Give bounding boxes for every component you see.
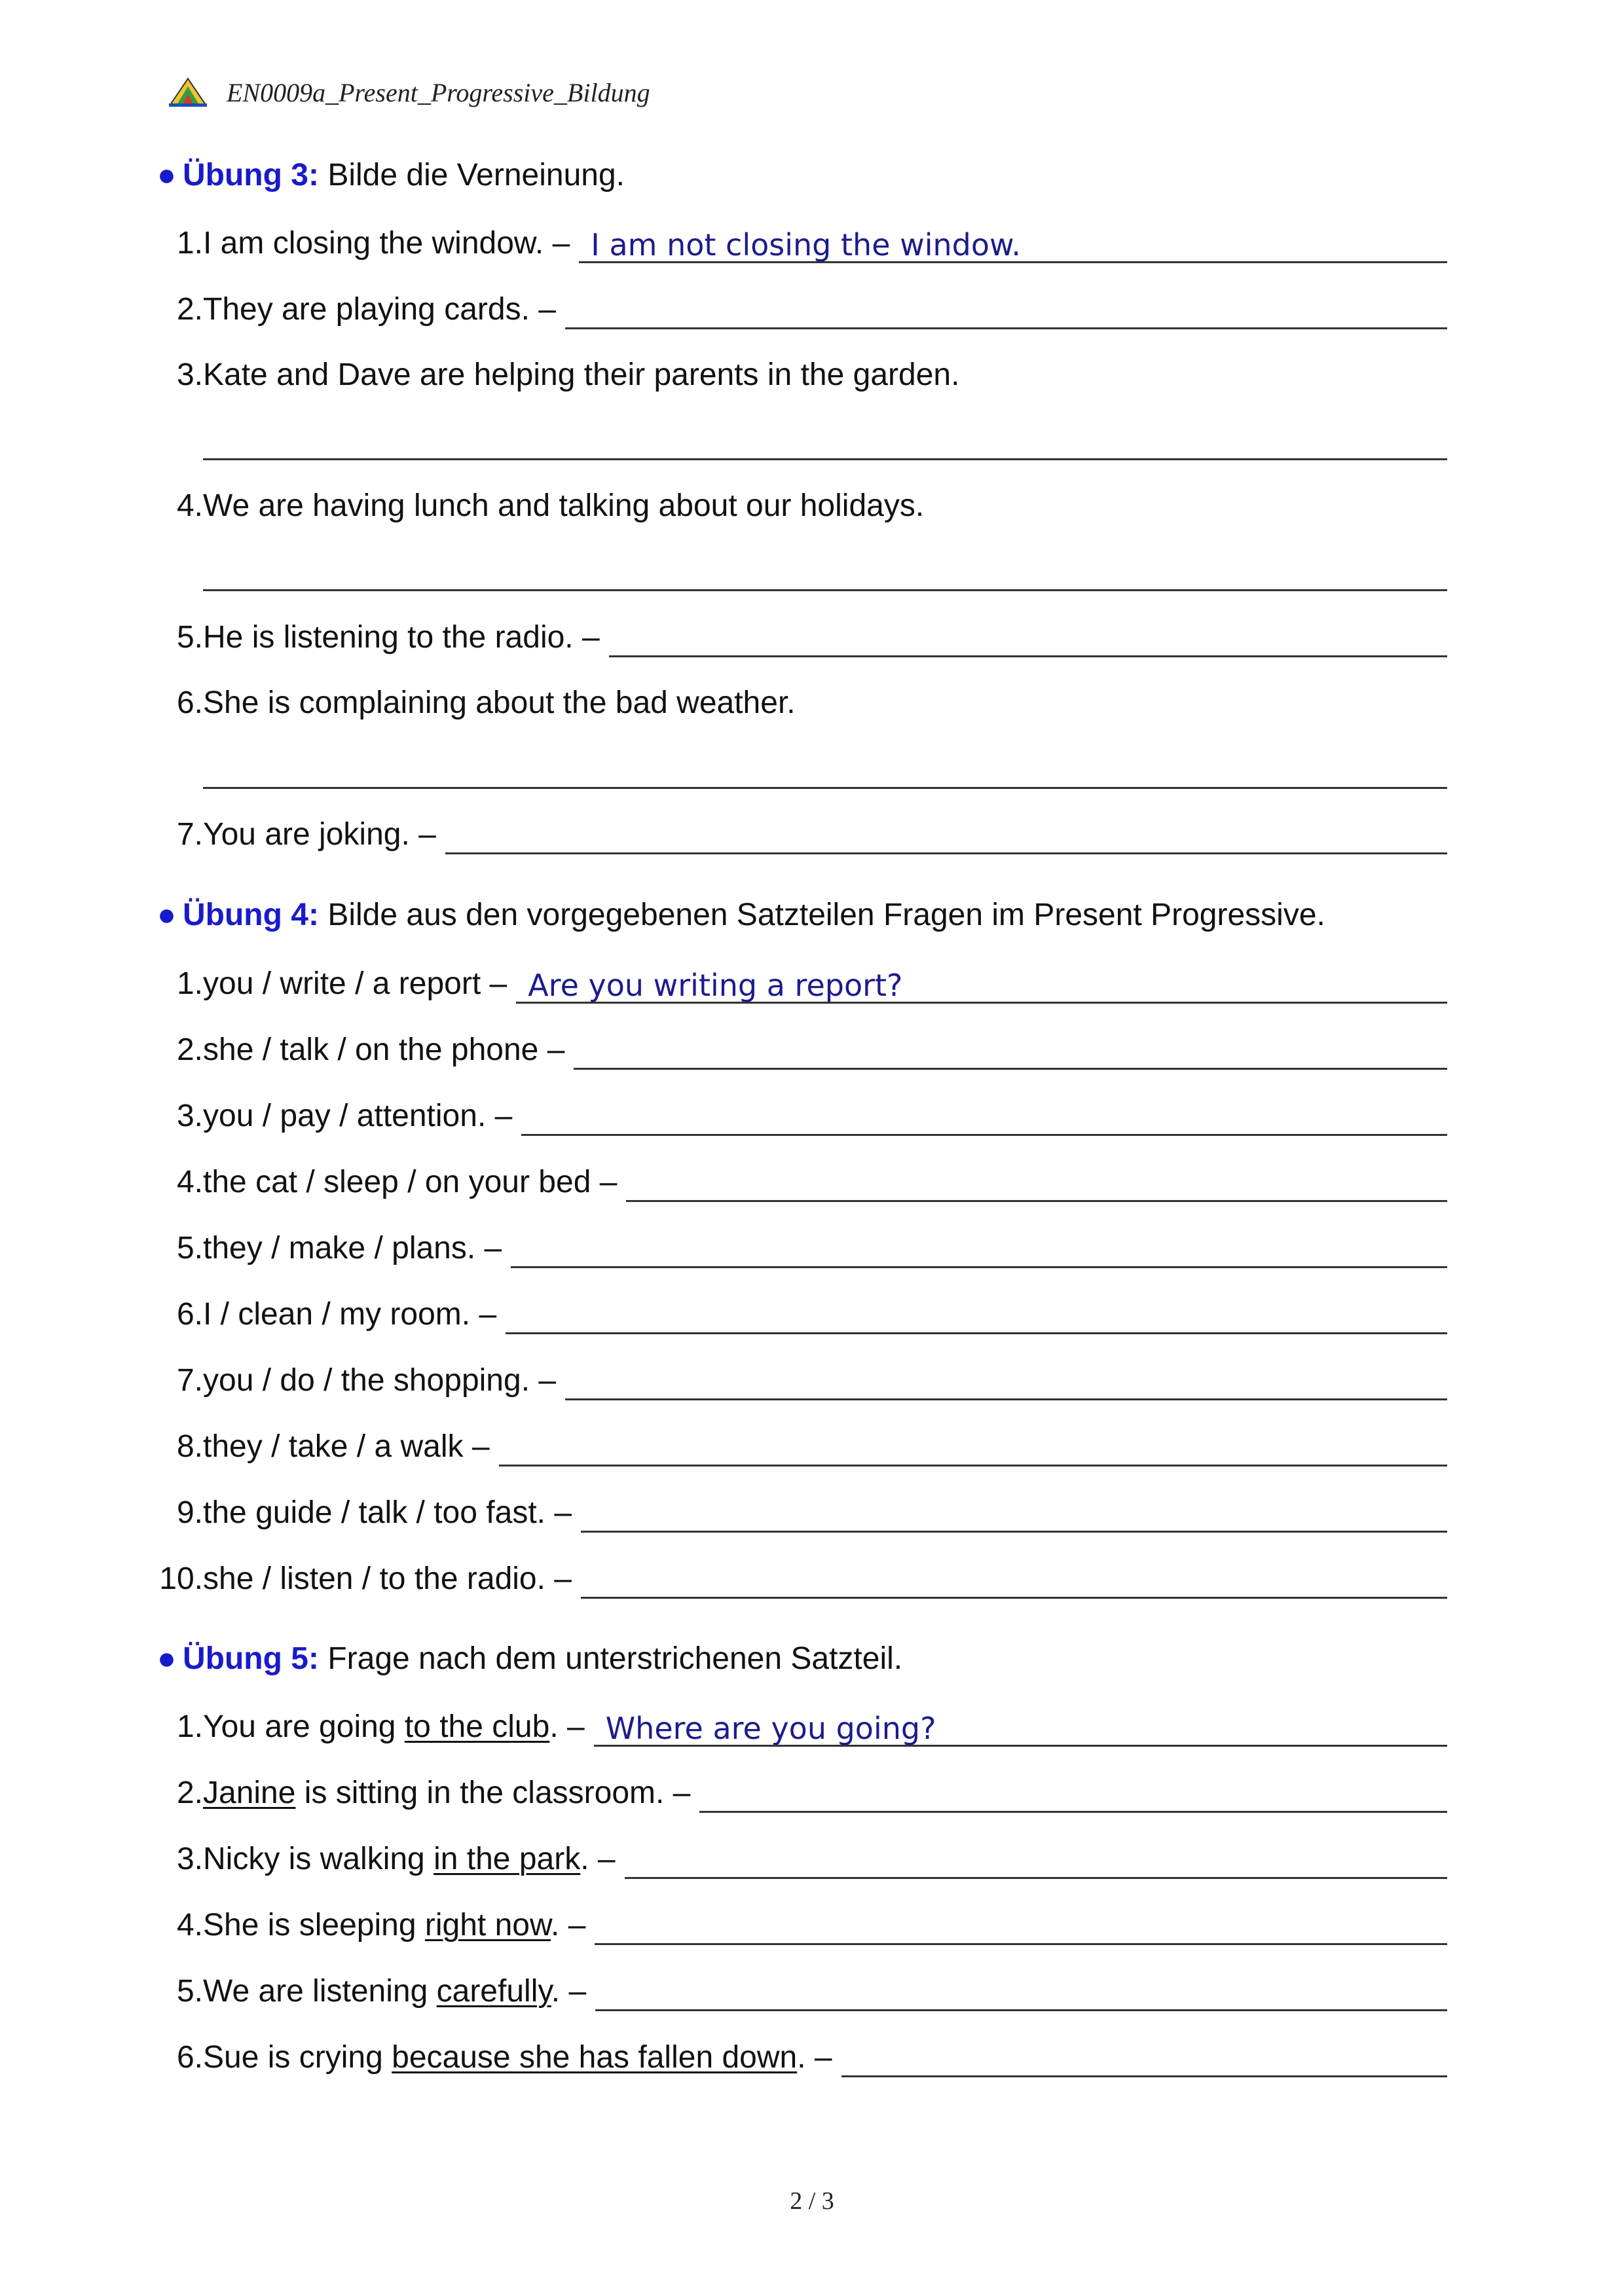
answer-field[interactable] <box>565 295 1447 329</box>
item-prompt: she / listen / to the radio. – <box>203 1561 572 1596</box>
exercise-3-item <box>141 486 1447 526</box>
underlined-phrase: because she has fallen down <box>392 2040 798 2075</box>
item-number: 10. <box>159 1561 203 1596</box>
item-number: 9. <box>176 1495 203 1530</box>
answer-field[interactable] <box>581 1564 1447 1599</box>
exercise-5-item <box>141 1972 1447 2011</box>
item-number: 5. <box>176 1231 203 1266</box>
item-prompt: Nicky is walking in the park. – <box>203 1842 616 1876</box>
exercise-instruction: Frage nach dem unterstrichenen Satzteil. <box>327 1641 903 1676</box>
exercise-instruction: Bilde die Verneinung. <box>327 158 625 192</box>
item-prompt: Sue is crying because she has fallen down. – <box>203 2040 832 2075</box>
exercise-3-item <box>141 815 1447 854</box>
answer-field[interactable] <box>699 1778 1447 1813</box>
item-prompt: You are joking. – <box>203 817 436 852</box>
exercise-3-item <box>141 224 1447 263</box>
answer-field[interactable] <box>516 969 1447 1004</box>
exercise-4-item <box>141 1427 1447 1467</box>
item-number: 1. <box>176 226 203 261</box>
exercise-label: Übung 4: <box>183 898 319 932</box>
answer-field[interactable] <box>594 1712 1447 1747</box>
exercise-3-item <box>141 683 1447 723</box>
answer-field[interactable] <box>581 1498 1447 1533</box>
answer-field[interactable] <box>625 1844 1447 1879</box>
item-prompt: We are listening carefully. – <box>203 1974 587 2009</box>
bullet-icon: ● <box>157 898 176 932</box>
exercise-4-item <box>141 1229 1447 1268</box>
underlined-phrase: to the club <box>404 1709 550 1744</box>
exercise-5-item <box>141 1906 1447 1945</box>
item-prompt: the guide / talk / too fast. – <box>203 1495 572 1530</box>
item-prompt: you / write / a report – <box>203 966 507 1001</box>
exercise-5-item <box>141 2038 1447 2077</box>
answer-field[interactable] <box>565 1366 1447 1400</box>
exercise-3-heading <box>157 156 625 195</box>
item-prompt: We are having lunch and talking about our holidays. <box>203 488 925 523</box>
item-prompt: She is complaining about the bad weather. <box>203 685 796 720</box>
answer-field[interactable] <box>511 1233 1447 1268</box>
item-prompt: I am closing the window. – <box>203 226 570 261</box>
item-number: 4. <box>176 488 203 523</box>
answer-field[interactable] <box>203 589 1447 591</box>
item-number: 8. <box>176 1429 203 1464</box>
exercise-3-item <box>141 355 1447 395</box>
item-number: 6. <box>176 685 203 720</box>
exercise-label: Übung 5: <box>183 1641 319 1676</box>
exercise-5-item <box>141 1707 1447 1747</box>
item-number: 7. <box>176 817 203 852</box>
exercise-5-heading <box>157 1639 902 1679</box>
item-number: 2. <box>176 1776 203 1810</box>
item-number: 3. <box>176 1099 203 1133</box>
exercise-4-item <box>141 1295 1447 1334</box>
logo-icon <box>168 76 208 107</box>
item-prompt: you / pay / attention. – <box>203 1099 513 1133</box>
item-prompt: the cat / sleep / on your bed – <box>203 1165 618 1199</box>
answer-field[interactable] <box>579 228 1447 263</box>
exercise-5-item <box>141 1840 1447 1879</box>
answer-field[interactable] <box>626 1167 1447 1202</box>
item-prompt: they / make / plans. – <box>203 1231 502 1266</box>
example-answer: Where are you going? <box>605 1711 936 1746</box>
underlined-phrase: carefully <box>436 1974 551 2009</box>
exercise-4-item <box>141 1163 1447 1202</box>
item-number: 4. <box>176 1165 203 1199</box>
example-answer: I am not closing the window. <box>591 227 1022 263</box>
item-number: 5. <box>176 620 203 655</box>
exercise-label: Übung 3: <box>183 158 319 192</box>
item-number: 3. <box>176 357 203 392</box>
item-number: 7. <box>176 1363 203 1398</box>
item-prompt: She is sleeping right now. – <box>203 1908 586 1942</box>
answer-field[interactable] <box>203 458 1447 460</box>
item-number: 2. <box>176 1032 203 1067</box>
exercise-4-item <box>141 964 1447 1004</box>
item-number: 6. <box>176 1297 203 1332</box>
underlined-phrase: in the park <box>434 1842 581 1876</box>
answer-field[interactable] <box>445 820 1447 854</box>
answer-field[interactable] <box>499 1432 1447 1467</box>
exercise-instruction: Bilde aus den vorgegebenen Satzteilen Fragen im Present Progressive. <box>327 898 1325 932</box>
exercise-5-item <box>141 1774 1447 1813</box>
item-number: 3. <box>176 1842 203 1876</box>
item-prompt: He is listening to the radio. – <box>203 620 600 655</box>
item-prompt: you / do / the shopping. – <box>203 1363 557 1398</box>
bullet-icon: ● <box>157 158 176 192</box>
document-title: EN0009a_Present_Progressive_Bildung <box>227 78 650 107</box>
answer-field[interactable] <box>595 1910 1447 1945</box>
exercise-4-item <box>141 1097 1447 1136</box>
underlined-phrase: right now <box>424 1908 551 1942</box>
answer-field[interactable] <box>841 2043 1447 2077</box>
underlined-phrase: Janine <box>203 1776 296 1810</box>
example-answer: Are you writing a report? <box>528 968 903 1003</box>
exercise-4-item <box>141 1030 1447 1070</box>
item-prompt: Janine is sitting in the classroom. – <box>203 1776 691 1810</box>
exercise-4-item <box>141 1493 1447 1533</box>
answer-field[interactable] <box>521 1101 1447 1136</box>
exercise-4-heading <box>157 896 1325 935</box>
answer-field[interactable] <box>506 1300 1447 1334</box>
item-prompt: she / talk / on the phone – <box>203 1032 565 1067</box>
item-number: 6. <box>176 2040 203 2075</box>
exercise-4-item <box>141 1361 1447 1400</box>
answer-field[interactable] <box>595 1977 1447 2011</box>
item-prompt: Kate and Dave are helping their parents in the garden. <box>203 357 960 392</box>
exercise-3-item <box>141 290 1447 329</box>
answer-field[interactable] <box>203 787 1447 789</box>
item-number: 1. <box>176 966 203 1001</box>
item-prompt: they / take / a walk – <box>203 1429 490 1464</box>
item-number: 4. <box>176 1908 203 1942</box>
item-number: 2. <box>176 292 203 327</box>
item-prompt: You are going to the club. – <box>203 1709 585 1744</box>
item-number: 1. <box>176 1709 203 1744</box>
answer-field[interactable] <box>574 1035 1447 1070</box>
answer-field[interactable] <box>609 623 1447 657</box>
item-prompt: I / clean / my room. – <box>203 1297 497 1332</box>
exercise-4-item <box>141 1559 1447 1599</box>
item-prompt: They are playing cards. – <box>203 292 556 327</box>
page-number: 2 / 3 <box>790 2187 834 2215</box>
exercise-3-item <box>141 618 1447 657</box>
bullet-icon: ● <box>157 1641 176 1676</box>
item-number: 5. <box>176 1974 203 2009</box>
